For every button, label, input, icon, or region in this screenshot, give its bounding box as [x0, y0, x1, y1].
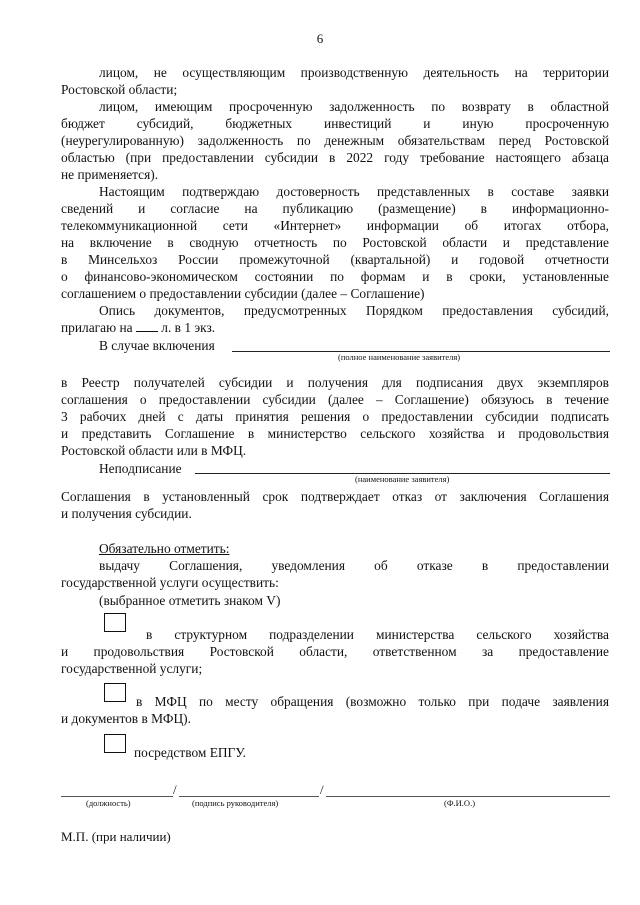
position-line[interactable]	[61, 796, 173, 797]
slash-1: /	[173, 782, 177, 797]
option-epgu-checkbox[interactable]	[104, 734, 126, 753]
para1-line-2: Ростовской области;	[61, 82, 178, 97]
option1-line-3: государственной услуги;	[61, 661, 203, 676]
para2-line-3: (неурегулированную) задолженность по денежным обязательствам перед Ростовской	[61, 133, 609, 148]
nonsign-line-2: и получения субсидии.	[61, 506, 192, 521]
caption-full-name: (Ф.И.О.)	[444, 798, 476, 808]
para3-line-2: сведений и согласие на публикацию (размещение) в информационно-	[61, 201, 609, 216]
signature-line[interactable]	[179, 796, 319, 797]
nonsign-label: Неподписание	[99, 461, 182, 476]
para3-line-3: телекоммуникационной сети «Интернет» информации об итогах отбора,	[61, 218, 609, 233]
option2-line-2: и документов в МФЦ).	[61, 711, 191, 726]
option-structural-unit-checkbox[interactable]	[104, 613, 126, 632]
pages-count-blank[interactable]	[136, 319, 158, 332]
para2-line-2: бюджет субсидий, бюджетных инвестиций и иную просроченную	[61, 116, 609, 131]
inclusion-line-5: Ростовской области или в МФЦ.	[61, 443, 247, 458]
nonsign-line-1: Соглашения в установленный срок подтверждает отказ от заключения Соглашения	[61, 489, 609, 504]
pages-label: прилагаю на	[61, 320, 133, 335]
option-mfc-checkbox[interactable]	[104, 683, 126, 702]
mandatory-line-1: выдачу Соглашения, уведомления об отказе в предоставлении	[99, 558, 609, 573]
mandatory-line-3: (выбранное отметить знаком V)	[99, 593, 281, 608]
para3-line-6: о финансово-экономическом состоянии по формам и в сроки, установленные	[61, 269, 609, 284]
nonsign-caption: (наименование заявителя)	[355, 474, 450, 484]
pages-suffix: л. в 1 экз.	[161, 320, 216, 335]
para1-line-1: лицом, не осуществляющим производственную деятельность на территории	[99, 65, 609, 80]
caption-signature: (подпись руководителя)	[192, 798, 279, 808]
caption-position: (должность)	[86, 798, 131, 808]
option1-line-1: в структурном подразделении министерства сельского хозяйства	[146, 627, 609, 642]
para4-line-1: Опись документов, предусмотренных Порядком предоставления субсидий,	[99, 303, 609, 318]
full-name-line[interactable]	[326, 796, 610, 797]
inclusion-line-2: соглашения о предоставлении субсидии (далее – Соглашение) обязуюсь в течение	[61, 392, 609, 407]
para3-line-5: в Минсельхоз России промежуточной (квартальной) и годовой отчетности	[61, 252, 609, 267]
option3-line-1: посредством ЕПГУ.	[134, 745, 246, 760]
option2-line-1: в МФЦ по месту обращения (возможно только при подаче заявления	[136, 694, 609, 709]
stamp-note: М.П. (при наличии)	[61, 829, 171, 844]
para4-line-2	[61, 319, 609, 336]
inclusion-line-1: в Реестр получателей субсидии и получения для подписания двух экземпляров	[61, 375, 609, 390]
inclusion-line-4: и представить Соглашение в министерство сельского хозяйства и продовольствия	[61, 426, 609, 441]
option1-line-2: и продовольствия Ростовской области, ответственном за предоставление	[61, 644, 609, 659]
mandatory-heading: Обязательно отметить:	[99, 541, 230, 556]
para2-line-5: не применяется).	[61, 167, 159, 182]
mandatory-line-2: государственной услуги осуществить:	[61, 575, 279, 590]
inclusion-caption: (полное наименование заявителя)	[338, 352, 461, 362]
inclusion-label: В случае включения	[99, 338, 215, 353]
para3-line-4: на включение в сводную отчетность по Ростовской области и представление	[61, 235, 609, 250]
para3-line-7: соглашением о предоставлении субсидии (далее – Соглашение)	[61, 286, 425, 301]
page-number: 6	[316, 31, 324, 46]
para2-line-4: областью (при предоставлении субсидии в 2022 году требование настоящего абзаца	[61, 150, 609, 165]
inclusion-line-3: 3 рабочих дней с даты принятия решения о предоставлении субсидии подписать	[61, 409, 609, 424]
para3-line-1: Настоящим подтверждаю достоверность представленных в составе заявки	[99, 184, 609, 199]
para2-line-1: лицом, имеющим просроченную задолженность по возврату в областной	[99, 99, 609, 114]
slash-2: /	[320, 782, 324, 797]
